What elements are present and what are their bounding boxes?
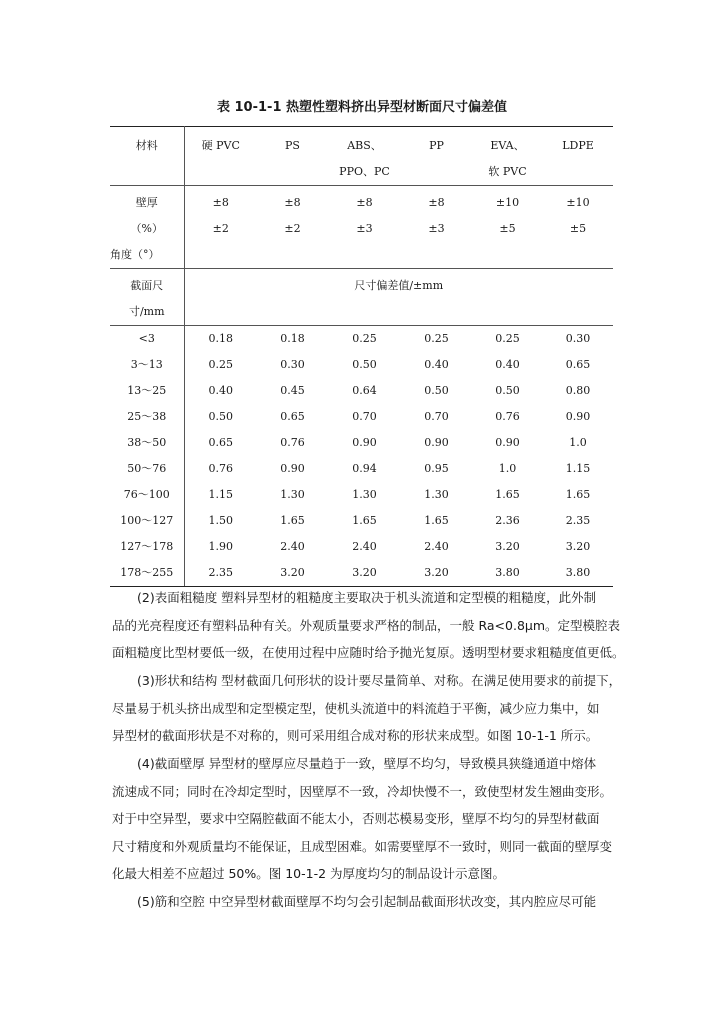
table-cell: 0.70 (352, 410, 377, 423)
table-cell: 0.18 (280, 332, 305, 345)
table-cell: 1.65 (424, 514, 449, 527)
table-cell: 0.40 (208, 384, 233, 397)
table-cell: 0.90 (424, 436, 449, 449)
table-cell: 1.65 (352, 514, 377, 527)
row-label-cell: <3 (110, 326, 184, 353)
table-cell: 1.30 (352, 488, 377, 501)
table-cell: 1.65 (280, 514, 305, 527)
table-cell: 0.50 (495, 384, 520, 397)
tolerance-cell: ±8 ±3 (328, 186, 401, 269)
tolerance-cell: ±8 ±2 (257, 186, 328, 269)
table-cell: 0.30 (565, 332, 591, 345)
table-cell: 0.65 (280, 410, 305, 423)
table-header-row (110, 127, 613, 186)
row-label-cell: 13～25 (110, 378, 184, 404)
table-cell: 0.76 (495, 410, 520, 423)
tolerance-cell: ±10 ±5 (472, 186, 543, 269)
table-row (110, 404, 613, 430)
tolerance-cell: ±8 ±3 (401, 186, 472, 269)
table-row (110, 508, 613, 534)
table-cell: 0.80 (565, 384, 591, 397)
header-cell: EVA、 软 PVC (472, 127, 543, 186)
table-cell: 0.65 (208, 436, 233, 449)
table-cell: 0.90 (565, 410, 591, 423)
table-cell: 3.20 (401, 560, 472, 587)
table-cell: 0.25 (424, 332, 449, 345)
table-cell: 0.70 (424, 410, 449, 423)
table-cell: 0.94 (352, 462, 377, 475)
row-label-cell: 178～255 (110, 560, 184, 587)
header-cell: LDPE (543, 127, 613, 186)
row-label-cell: 127～178 (110, 534, 184, 560)
table-cell: 0.90 (352, 436, 377, 449)
paragraph-wall-thickness: (4)截面壁厚 异型材的壁厚应尽量趋于一致，壁厚不均匀，导致模具狭缝通道中熔体 流速成不同；同时在冷却定型时，因壁厚不一致，冷却快慢不一，致使型材发生翘曲变形。 对于中空异型，要求中空隔腔截面不能太小，否则芯模易变形，壁厚不均匀的异型材截面 尺寸精度和外观质量均不能保证，且成型困难。如需要壁厚不一致时，则同一截面的壁厚变 化最大相差不应超过 50%。图 10-1-2 为厚度均匀的制品设计示意图。 (112, 756, 613, 881)
dimension-span-header: 尺寸偏差值/±mm (184, 269, 613, 326)
table-cell: 1.90 (208, 540, 233, 553)
dimension-header-row (110, 269, 613, 326)
table-cell: 3.20 (495, 540, 520, 553)
table-row (110, 534, 613, 560)
table-title: 表 10-1-1 热塑性塑料挤出异型材断面尺寸偏差值 (216, 100, 508, 115)
tolerance-label: 壁厚 （%） 角度（°） (110, 186, 184, 269)
table-cell: 0.30 (280, 358, 305, 371)
table-cell: 3.20 (565, 540, 591, 553)
table-cell: 0.25 (208, 358, 233, 371)
table-row (110, 456, 613, 482)
table-body (110, 326, 613, 587)
tolerance-table (110, 126, 613, 587)
table-row (110, 430, 613, 456)
table-cell: 1.15 (565, 462, 591, 475)
table-cell: 0.18 (208, 332, 233, 345)
table-cell: 2.40 (352, 540, 377, 553)
row-label-cell: 3～13 (110, 352, 184, 378)
table-cell: 2.40 (280, 540, 305, 553)
table-cell: 0.25 (495, 332, 520, 345)
table-cell: 1.65 (495, 488, 520, 501)
row-label-cell: 50～76 (110, 456, 184, 482)
table-row (110, 560, 613, 587)
header-cell: 硬 PVC (184, 127, 257, 186)
table-cell: 3.80 (472, 560, 543, 587)
row-label-cell: 38～50 (110, 430, 184, 456)
table-cell: 0.40 (424, 358, 449, 371)
table-cell: 0.64 (352, 384, 377, 397)
table-cell: 1.15 (208, 488, 233, 501)
table-row (110, 352, 613, 378)
table-cell: 0.50 (424, 384, 449, 397)
paragraph-ribs-cavities: (5)筋和空腔 中空异型材截面壁厚不均匀会引起制品截面形状改变，其内腔应尽可能 (137, 894, 597, 909)
table-cell: 1.50 (208, 514, 233, 527)
table-cell: 0.90 (495, 436, 520, 449)
dimension-label: 截面尺 寸/mm (110, 269, 184, 326)
header-cell: 材料 (110, 127, 184, 186)
table-cell: 0.76 (208, 462, 233, 475)
table-cell: 1.30 (424, 488, 449, 501)
table-row (110, 482, 613, 508)
paragraph-shape-structure: (3)形状和结构 型材截面几何形状的设计要尽量简单、对称。在满足使用要求的前提下， 尽量易于机头挤出成型和定型模定型，使机头流道中的料流趋于平衡，减少应力集中，如 异型材的截面形状是不对称的，则可采用组合成对称的形状来成型。如图 10-1-1 所示。 (112, 673, 622, 743)
table-cell: 2.40 (424, 540, 449, 553)
table-row (110, 378, 613, 404)
row-label-cell: 76～100 (110, 482, 184, 508)
table-cell: 1.65 (565, 488, 591, 501)
table-row (110, 326, 613, 353)
header-cell: PS (257, 127, 328, 186)
table-cell: 0.95 (424, 462, 449, 475)
table-cell: 1.0 (498, 462, 517, 475)
table-cell: 1.0 (569, 436, 587, 449)
table-cell: 3.20 (328, 560, 401, 587)
table-cell: 0.50 (208, 410, 233, 423)
header-cell: ABS、 PPO、PC (328, 127, 401, 186)
table-cell: 0.25 (352, 332, 377, 345)
paragraph-surface-roughness: (2)表面粗糙度 塑料异型材的粗糙度主要取决于机头流道和定型模的粗糙度，此外制 品的光亮程度还有塑料品种有关。外观质量要求严格的制品，一般 Ra<0.8μm。定型模腔表 面粗糙度比型材要低一级，在使用过程中应随时给予抛光复原。透明型材要求粗糙度值更低。 (112, 590, 625, 660)
table-cell: 0.65 (565, 358, 591, 371)
table-cell: 0.50 (352, 358, 377, 371)
tolerance-cell: ±8 ±2 (184, 186, 257, 269)
table-cell: 3.80 (543, 560, 613, 587)
table-cell: 0.45 (280, 384, 305, 397)
table-cell: 0.76 (280, 436, 305, 449)
table-cell: 2.35 (565, 514, 591, 527)
table-cell: 3.20 (257, 560, 328, 587)
table-cell: 0.90 (280, 462, 305, 475)
tolerance-cell: ±10 ±5 (543, 186, 613, 269)
table-cell: 2.36 (495, 514, 520, 527)
header-cell: PP (401, 127, 472, 186)
tolerance-row (110, 186, 613, 269)
table-cell: 2.35 (184, 560, 257, 587)
table-cell: 0.40 (495, 358, 520, 371)
table-cell: 1.30 (280, 488, 305, 501)
row-label-cell: 25～38 (110, 404, 184, 430)
row-label-cell: 100～127 (110, 508, 184, 534)
